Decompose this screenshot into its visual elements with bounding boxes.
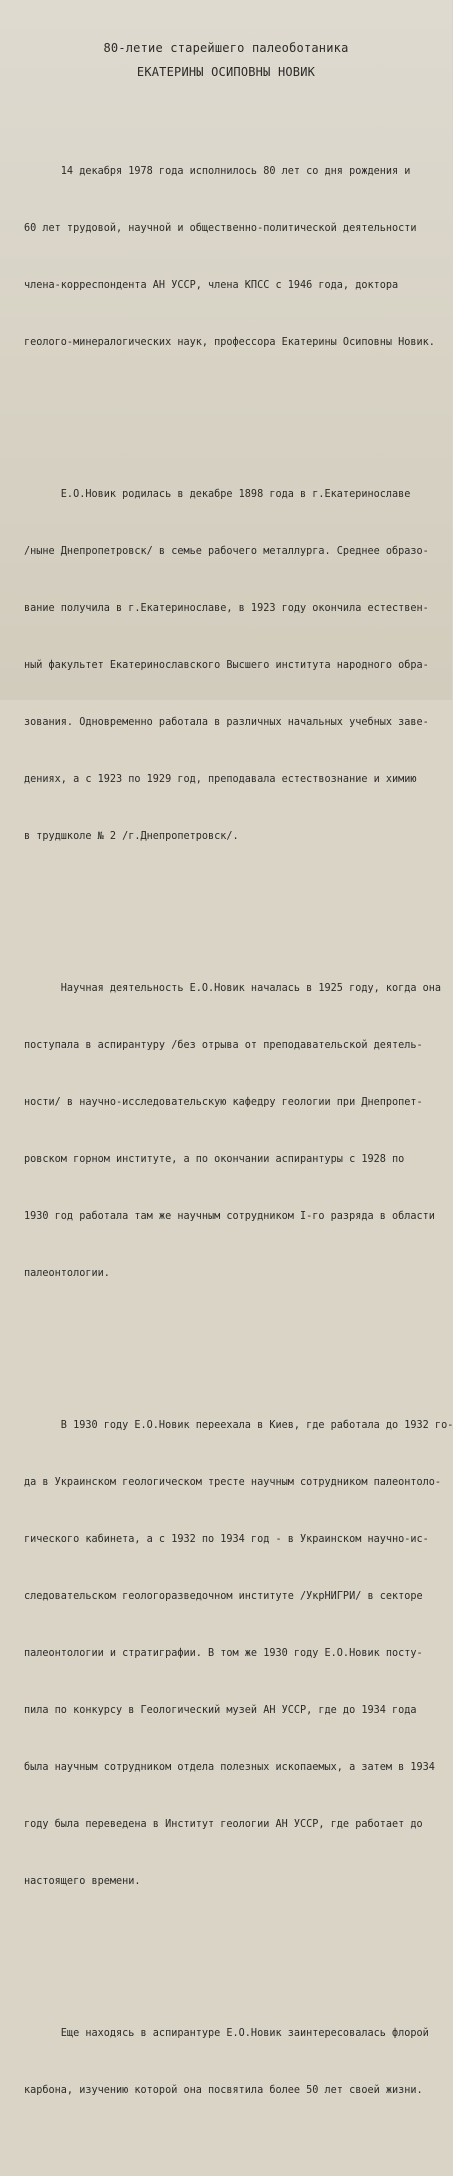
text-line: вание получила в г.Екатеринославе, в 1923 году окончила естествен- [24, 603, 429, 614]
text-line: была научным сотрудником отдела полезных ископаемых, а затем в 1934 [24, 1762, 435, 1773]
text-line: Е.О.Новик родилась в декабре 1898 года в г.Екатеринославе [24, 489, 411, 500]
text-line: 1930 год работала там же научным сотрудником I-го разряда в области [24, 1211, 435, 1222]
document-header [0, 36, 452, 84]
text-line: гического кабинета, а с 1932 по 1934 год - в Украинском научно-ис- [24, 1534, 429, 1545]
text-line: палеонтологии и стратиграфии. В том же 1930 году Е.О.Новик посту- [24, 1648, 423, 1659]
paragraph-1 [24, 124, 434, 390]
text-line: да в Украинском геологическом тресте научным сотрудником палеонтоло- [24, 1477, 442, 1488]
text-line: Научная деятельность Е.О.Новик началась в 1925 году, когда она [24, 983, 442, 994]
paragraph-5 [24, 1986, 434, 2138]
text-line: настоящего времени. [24, 1876, 141, 1887]
text-line: члена-корреспондента АН УССР, члена КПСС с 1946 года, доктора [24, 280, 399, 291]
text-line: 14 декабря 1978 года исполнилось 80 лет со дня рождения и [24, 166, 411, 177]
text-line: Еще находясь в аспирантуре Е.О.Новик заинтересовалась флорой [24, 2028, 429, 2039]
text-line: поступала в аспирантуру /без отрыва от преподавательской деятель- [24, 1040, 423, 1051]
document-body [24, 86, 453, 2176]
text-line: дениях, а с 1923 по 1929 год, преподавала естествознание и химию [24, 774, 417, 785]
text-line: карбона, изучению которой она посвятила более 50 лет своей жизни. [24, 2085, 423, 2096]
text-line: пила по конкурсу в Геологический музей АН УССР, где до 1934 года [24, 1705, 417, 1716]
text-line: геолого-минералогических наук, профессора Екатерины Осиповны Новик. [24, 337, 435, 348]
paragraph-4 [24, 1378, 453, 1929]
paragraph-2 [24, 447, 434, 884]
title-line-2: ЕКАТЕРИНЫ ОСИПОВНЫ НОВИК [136, 65, 316, 79]
text-line: ности/ в научно-исследовательскую кафедру геологии при Днепропет- [24, 1097, 423, 1108]
text-line: В 1930 году Е.О.Новик переехала в Киев, где работала до 1932 го- [24, 1420, 453, 1431]
text-line: году была переведена в Институт геологии АН УССР, где работает до [24, 1819, 423, 1830]
text-line: /ныне Днепропетровск/ в семье рабочего металлурга. Среднее образо- [24, 546, 429, 557]
text-line: зования. Одновременно работала в различных начальных учебных заве- [24, 717, 429, 728]
paragraph-3 [24, 941, 442, 1321]
text-line: следовательском геологоразведочном институте /УкрНИГРИ/ в секторе [24, 1591, 423, 1602]
text-line: ровском горном институте, а по окончании аспирантуры с 1928 по [24, 1154, 405, 1165]
text-line: в трудшколе № 2 /г.Днепропетровск/. [24, 831, 239, 842]
text-line: ный факультет Екатеринославского Высшего института народного обра- [24, 660, 429, 671]
title-line-1: 80-летие старейшего палеоботаника [103, 41, 349, 55]
text-line: 60 лет трудовой, научной и общественно-политической деятельности [24, 223, 417, 234]
text-line: палеонтологии. [24, 1268, 110, 1279]
